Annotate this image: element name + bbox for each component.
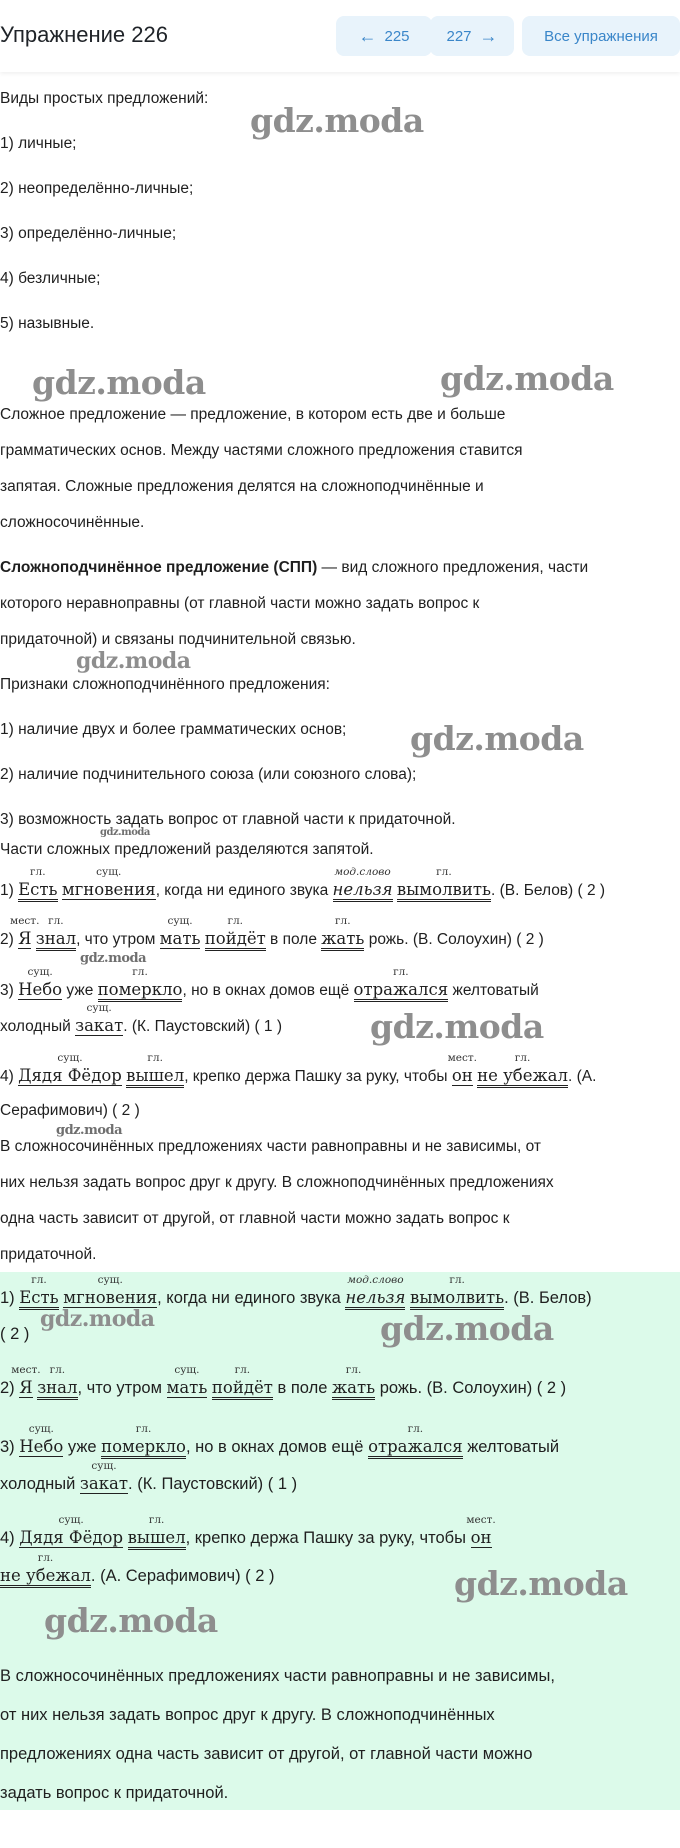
- all-exercises-button[interactable]: [522, 16, 680, 56]
- sentence-fragment: , что утром: [76, 931, 160, 948]
- part-of-speech-label: гл.: [147, 1052, 163, 1064]
- answer-sentence-3: [0, 1423, 560, 1459]
- sentence-3-cont: [0, 1002, 283, 1036]
- subject-word: [61, 866, 156, 900]
- type-item: 4) безличные;: [0, 270, 101, 287]
- part-of-speech-label: гл.: [449, 1274, 465, 1286]
- sentence-fragment: , крепко держа Пашку за руку, чтобы: [185, 1529, 471, 1547]
- subject-word: [18, 1052, 122, 1086]
- type-item: 5) назывные.: [0, 315, 95, 332]
- conclusion-line: придаточной.: [0, 1246, 97, 1263]
- sentence-fragment: закат: [79, 1474, 129, 1493]
- next-exercise-label: 227: [446, 27, 472, 45]
- predicate-word: [97, 966, 183, 1002]
- part-of-speech-label: мод.слово: [347, 1274, 404, 1286]
- sentence-fragment: жать: [321, 929, 365, 948]
- sentence-fragment: Небо: [18, 980, 63, 999]
- arrow-right-icon: →: [479, 25, 498, 46]
- answer-sentence-4-cont: [0, 1552, 275, 1588]
- page-title: Упражнение 226: [0, 22, 168, 47]
- predicate-word: [477, 1052, 568, 1088]
- spp-def-line: придаточной) и связаны подчинительной связью.: [0, 631, 356, 648]
- sentence-fragment: , что утром: [77, 1379, 167, 1397]
- sentence-fragment: рожь. (В. Солоухин) ( 2 ): [375, 1379, 567, 1397]
- part-of-speech-label: гл.: [37, 1552, 54, 1564]
- part-of-speech-label: сущ.: [97, 1274, 123, 1286]
- sentence-fragment: не убежал: [0, 1566, 91, 1585]
- sentence-fragment: 4): [0, 1068, 19, 1085]
- watermark: gdz.moda: [80, 951, 147, 966]
- prev-exercise-label: 225: [384, 27, 410, 45]
- sentence-4-cont: Серафимович) ( 2 ): [0, 1102, 140, 1119]
- sentence-fragment: вымолвить: [396, 880, 491, 899]
- sentence-fragment: закат: [75, 1016, 124, 1035]
- sentence-fragment: вымолвить: [410, 1288, 505, 1307]
- spp-def-text: — вид сложного предложения, части: [317, 559, 589, 576]
- part-of-speech-label: сущ.: [96, 866, 122, 878]
- sentence-fragment: . (К. Паустовский) ( 1 ): [128, 1475, 298, 1493]
- part-of-speech-label: сущ.: [28, 1423, 54, 1435]
- answer-sentence-3-cont: [0, 1460, 298, 1494]
- type-item: 3) определённо-личные;: [0, 225, 177, 242]
- answer-sentence-4: [0, 1514, 496, 1550]
- subject-word: [79, 1460, 129, 1494]
- answer-conclusion-line: от них нельзя задать вопрос друг к другу. В сложноподчинённых: [0, 1706, 495, 1724]
- sentence-fragment: 2): [0, 1379, 20, 1397]
- sentence-fragment: мать: [159, 929, 201, 948]
- sentence-fragment: Я: [18, 929, 32, 948]
- watermark: gdz.moda: [44, 1601, 218, 1640]
- sentence-fragment: Дядя Фёдор: [18, 1066, 122, 1085]
- sentence-fragment: холодный: [0, 1475, 80, 1493]
- complex-def-line: сложносочинённые.: [0, 514, 145, 531]
- conclusion-line: В сложносочинённых предложениях части равноправны и не зависимы, от: [0, 1138, 542, 1155]
- subject-word: [10, 915, 40, 949]
- sentence-1: 1) гл. Есть сущ. мгновения, когда ни единого звука мод.слово нельзя гл. вымолвить. (В. Белов) ( 2 ): [0, 880, 605, 902]
- complex-def-line: грамматических основ. Между частями сложного предложения ставится: [0, 442, 523, 459]
- subject-word: [19, 1423, 64, 1457]
- part-of-speech-label: гл.: [48, 915, 64, 927]
- part-of-speech-label: гл.: [227, 915, 244, 927]
- part-of-speech-label: сущ.: [91, 1460, 117, 1472]
- answer-conclusion-line: В сложносочинённых предложениях части равноправны и не зависимы,: [0, 1667, 555, 1685]
- part-of-speech-label: сущ.: [27, 966, 53, 978]
- sentence-fragment: 3): [0, 1438, 20, 1456]
- sentence-fragment: в поле: [265, 931, 322, 948]
- sentence-fragment: , когда ни единого звука: [157, 1289, 346, 1307]
- predicate-word: [321, 915, 365, 951]
- prev-exercise-button[interactable]: [336, 16, 432, 56]
- spp-term: Сложноподчинённое предложение (СПП): [0, 559, 318, 576]
- sentence-2: [0, 915, 544, 951]
- sentence-fragment: желтоватый: [462, 1438, 560, 1456]
- part-of-speech-label: гл.: [407, 1423, 424, 1435]
- sentence-fragment: померкло: [97, 980, 183, 999]
- subject-word: [18, 966, 63, 1000]
- part-of-speech-label: сущ.: [86, 1002, 112, 1014]
- part-of-speech-label: гл.: [49, 1364, 66, 1376]
- complex-def-line: запятая. Сложные предложения делятся на сложноподчинённые и: [0, 478, 484, 495]
- answer-sentence-1: 1) гл. Есть сущ. мгновения, когда ни единого звука мод.слово нельзя гл. вымолвить. (В. Белов): [0, 1288, 592, 1310]
- sentence-fragment: , но в окнах домов ещё: [182, 982, 354, 999]
- sentence-fragment: жать: [331, 1378, 376, 1397]
- part-of-speech-label: гл.: [393, 966, 409, 978]
- sentence-fragment: мать: [166, 1378, 208, 1397]
- answer-conclusion-line: задать вопрос к придаточной.: [0, 1784, 229, 1802]
- predicate-word: [331, 1364, 376, 1400]
- sentence-fragment: , когда ни единого звука: [155, 882, 333, 899]
- sentence-fragment: не убежал: [477, 1066, 568, 1085]
- sentence-fragment: Есть: [19, 1288, 59, 1307]
- sentence-fragment: . (К. Паустовский) ( 1 ): [123, 1018, 283, 1035]
- comma-note: Части сложных предложений разделяются запятой.: [0, 841, 374, 858]
- sentence-3: [0, 966, 539, 1002]
- sentence-fragment: мгновения: [61, 880, 156, 899]
- watermark: gdz.moda: [56, 1123, 123, 1138]
- sentence-fragment: он: [451, 1066, 473, 1085]
- part-of-speech-label: мод.слово: [334, 866, 391, 878]
- part-of-speech-label: мест.: [447, 1052, 478, 1064]
- watermark: gdz.moda: [100, 827, 150, 838]
- sign-item: 3) возможность задать вопрос от главной части к придаточной.: [0, 811, 456, 828]
- part-of-speech-label: гл.: [30, 866, 46, 878]
- sentence-fragment: вышел: [127, 1528, 186, 1547]
- part-of-speech-label: мест.: [10, 915, 40, 927]
- sentence-fragment: вышел: [126, 1066, 185, 1085]
- sentence-fragment: . (А. Серафимович) ( 2 ): [90, 1567, 275, 1585]
- subject-word: [159, 915, 201, 949]
- part-of-speech-label: мест.: [466, 1514, 496, 1526]
- complex-def-line: Сложное предложение — предложение, в котором есть две и больше: [0, 406, 506, 423]
- page-header: [0, 0, 680, 72]
- predicate-word: [211, 1364, 273, 1400]
- part-of-speech-label: сущ.: [57, 1052, 83, 1064]
- part-of-speech-label: гл.: [135, 1423, 152, 1435]
- spp-def-line: которого неравноправны (от главной части можно задать вопрос к: [0, 595, 480, 612]
- predicate-word: [0, 1552, 91, 1588]
- sentence-fragment: 2): [0, 931, 19, 948]
- sentence-fragment: пойдёт: [211, 1378, 273, 1397]
- sentence-fragment: . (В. Белов): [504, 1289, 592, 1307]
- all-exercises-label: Все упражнения: [544, 27, 658, 45]
- signs-title: Признаки сложноподчинённого предложения:: [0, 676, 330, 693]
- sentence-fragment: нельзя: [332, 880, 393, 899]
- types-title: Виды простых предложений:: [0, 90, 209, 107]
- subject-word: [63, 1274, 158, 1308]
- part-of-speech-label: сущ.: [174, 1364, 200, 1376]
- sentence-fragment: Я: [19, 1378, 33, 1397]
- part-of-speech-label: гл.: [345, 1364, 362, 1376]
- sentence-fragment: Небо: [19, 1437, 64, 1456]
- next-exercise-button[interactable]: [430, 16, 514, 56]
- watermark: gdz.moda: [440, 359, 614, 398]
- part-of-speech-label: мест.: [11, 1364, 41, 1376]
- predicate-word: [204, 915, 266, 951]
- sentence-fragment: нельзя: [345, 1288, 406, 1307]
- predicate-word: [396, 866, 491, 902]
- part-of-speech-label: сущ.: [167, 915, 193, 927]
- predicate-word: [353, 966, 449, 1002]
- sentence-fragment: желтоватый: [448, 982, 539, 999]
- modal-word: [345, 1274, 406, 1310]
- answer-sentence-2: [0, 1364, 567, 1400]
- subject-word: [11, 1364, 41, 1398]
- sentence-fragment: отражался: [368, 1437, 463, 1456]
- watermark: gdz.moda: [40, 1306, 155, 1332]
- arrow-left-icon: ←: [358, 25, 377, 46]
- watermark: gdz.moda: [76, 648, 191, 674]
- subject-word: [166, 1364, 208, 1398]
- conclusion-line: них нельзя задать вопрос друг к другу. В сложноподчинённых предложениях: [0, 1174, 554, 1191]
- predicate-word: [101, 1423, 186, 1459]
- sentence-fragment: знал: [37, 1378, 78, 1397]
- sentence-fragment: 3): [0, 982, 19, 999]
- type-item: 2) неопределённо-личные;: [0, 180, 194, 197]
- part-of-speech-label: гл.: [31, 1274, 47, 1286]
- watermark: gdz.moda: [454, 1564, 628, 1603]
- spp-def-line: [0, 559, 588, 577]
- predicate-word: [410, 1274, 505, 1310]
- watermark: gdz.moda: [32, 363, 206, 402]
- sentence-fragment: , крепко держа Пашку за руку, чтобы: [184, 1068, 452, 1085]
- subject-word: [447, 1052, 478, 1086]
- sign-item: 2) наличие подчинительного союза (или союзного слова);: [0, 766, 417, 783]
- type-item: 1) личные;: [0, 135, 77, 152]
- sentence-fragment: Дядя Фёдор: [19, 1528, 124, 1547]
- sentence-fragment: уже: [63, 1438, 102, 1456]
- sentence-fragment: . (В. Белов) ( 2 ): [490, 882, 606, 899]
- subject-word: [466, 1514, 496, 1548]
- sentence-fragment: померкло: [101, 1437, 186, 1456]
- sentence-fragment: мгновения: [63, 1288, 158, 1307]
- predicate-word: [368, 1423, 463, 1459]
- part-of-speech-label: гл.: [132, 966, 148, 978]
- part-of-speech-label: гл.: [148, 1514, 165, 1526]
- watermark: gdz.moda: [410, 719, 584, 758]
- answer-sentence-1-cont: ( 2 ): [0, 1325, 30, 1343]
- predicate-word: [126, 1052, 185, 1088]
- sentence-fragment: он: [470, 1528, 492, 1547]
- sentence-fragment: отражался: [353, 980, 449, 999]
- watermark: gdz.moda: [380, 1309, 554, 1348]
- predicate-word: [35, 915, 77, 951]
- predicate-word: [37, 1364, 78, 1400]
- part-of-speech-label: гл.: [436, 866, 452, 878]
- subject-word: [19, 1514, 124, 1548]
- sentence-fragment: знал: [35, 929, 77, 948]
- sentence-fragment: пойдёт: [204, 929, 266, 948]
- conclusion-line: одна часть зависит от другой, от главной части можно задать вопрос к: [0, 1210, 510, 1227]
- part-of-speech-label: сущ.: [58, 1514, 84, 1526]
- sentence-fragment: , но в окнах домов ещё: [185, 1438, 369, 1456]
- part-of-speech-label: гл.: [234, 1364, 251, 1376]
- subject-word: [75, 1002, 124, 1036]
- part-of-speech-label: гл.: [335, 915, 351, 927]
- watermark: gdz.moda: [370, 1007, 544, 1046]
- sentence-fragment: рожь. (В. Солоухин) ( 2 ): [364, 931, 544, 948]
- sentence-4: [0, 1052, 597, 1088]
- sentence-fragment: холодный: [0, 1018, 76, 1035]
- modal-word: [332, 866, 393, 902]
- sentence-fragment: . (А.: [568, 1068, 597, 1085]
- sign-item: 1) наличие двух и более грамматических основ;: [0, 721, 347, 738]
- sentence-fragment: 4): [0, 1529, 20, 1547]
- sentence-fragment: в поле: [272, 1379, 332, 1397]
- predicate-word: [18, 866, 58, 902]
- predicate-word: [127, 1514, 186, 1550]
- part-of-speech-label: гл.: [514, 1052, 531, 1064]
- sentence-fragment: Есть: [18, 880, 58, 899]
- answer-conclusion-line: предложениях одна часть зависит от другой, от главной части можно: [0, 1745, 533, 1763]
- sentence-fragment: уже: [62, 982, 98, 999]
- watermark: gdz.moda: [250, 101, 424, 140]
